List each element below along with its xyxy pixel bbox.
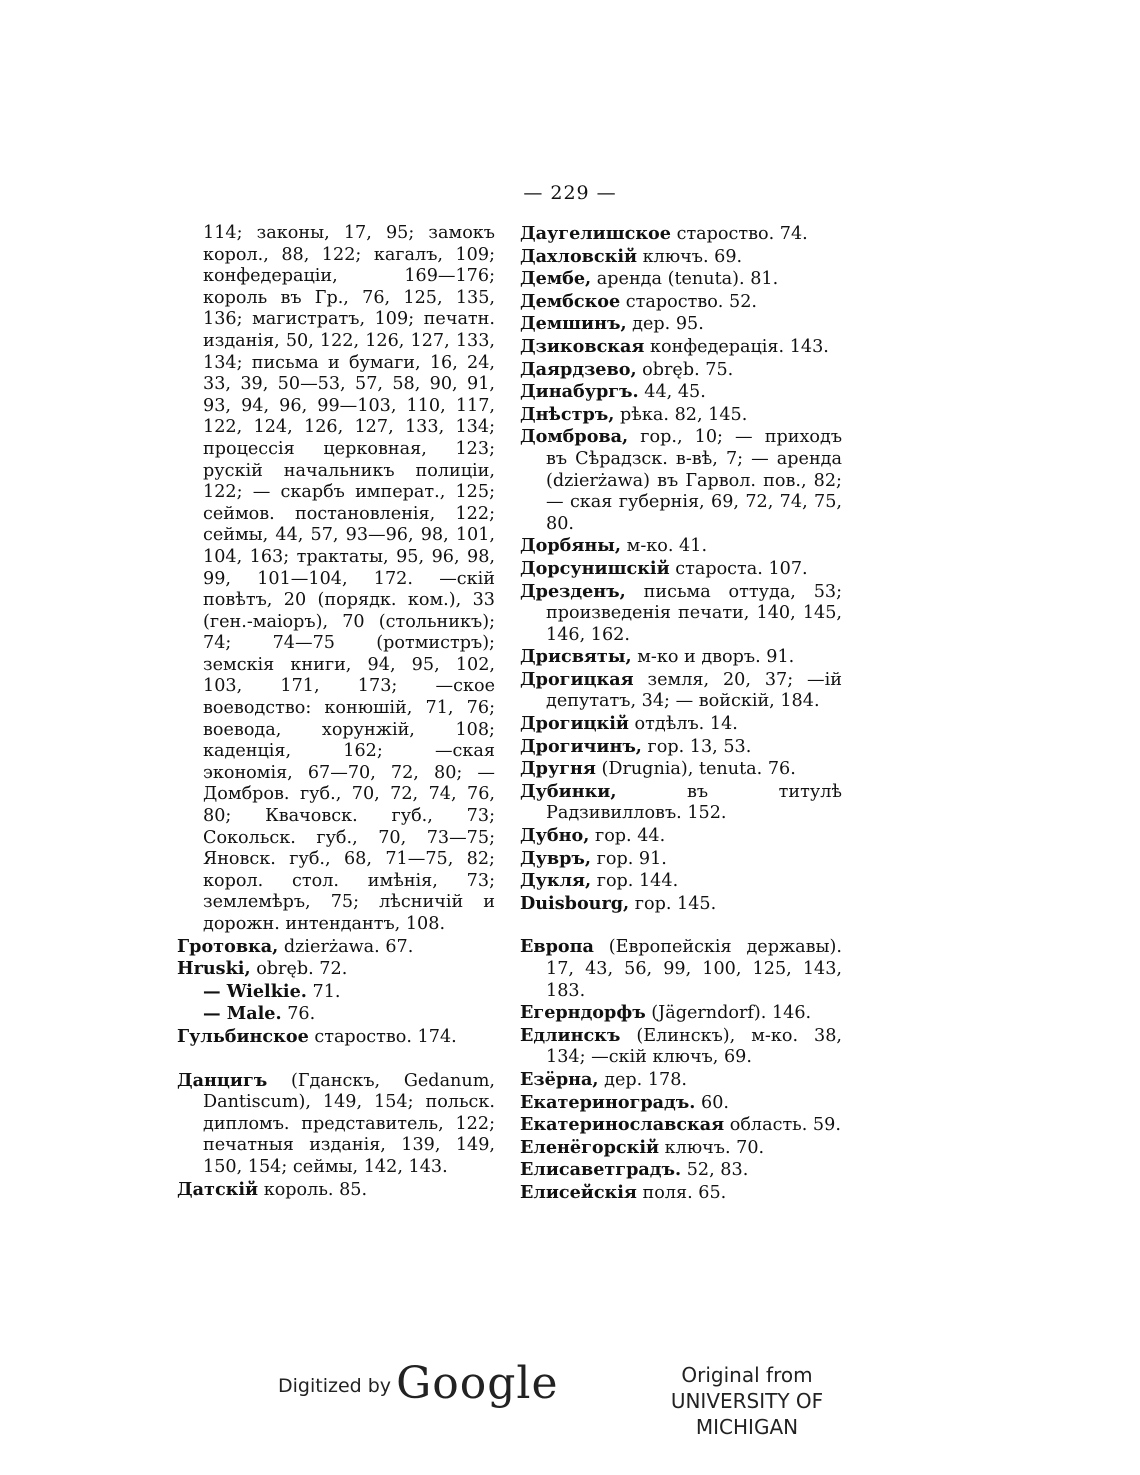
index-entry-text: гор. 145. bbox=[634, 893, 717, 914]
index-entry-heading: Дукля, bbox=[520, 870, 592, 892]
index-entry-heading: Гротовка, bbox=[177, 935, 279, 957]
index-entry bbox=[520, 936, 842, 1002]
index-entry-heading: Днѣстръ, bbox=[520, 403, 615, 425]
index-column-left bbox=[177, 223, 495, 1201]
index-entry-heading: Дембе, bbox=[520, 268, 592, 290]
index-entry bbox=[177, 958, 495, 981]
index-entry-heading: Екатеринославская bbox=[520, 1114, 725, 1136]
index-entry-heading: Дрогицкій bbox=[520, 713, 629, 735]
index-entry bbox=[520, 313, 842, 336]
index-entry bbox=[520, 1182, 842, 1205]
index-entry bbox=[520, 381, 842, 404]
index-entry-heading: Екатериноградъ. bbox=[520, 1091, 696, 1113]
index-entry-text: ключъ. 70. bbox=[664, 1137, 765, 1158]
index-entry bbox=[520, 713, 842, 736]
index-entry-text: отдѣлъ. 14. bbox=[634, 714, 738, 735]
index-entry-text: староство. 174. bbox=[314, 1026, 457, 1047]
index-entry bbox=[520, 1069, 842, 1092]
index-entry-heading: Дзиковская bbox=[520, 335, 645, 357]
original-from-label: Original from bbox=[681, 1363, 813, 1387]
section-gap bbox=[520, 915, 842, 936]
index-entry bbox=[520, 336, 842, 359]
index-entry-text: гор. 13, 53. bbox=[647, 736, 752, 757]
index-entry-text: земля, 20, 37; —ій депутатъ, 34; — войскій, 184. bbox=[546, 669, 842, 712]
index-entry-heading: Демшинъ, bbox=[520, 313, 627, 335]
index-entry-text: (Гданскъ, Gedanum, Dantiscum), 149, 154; польск. дипломъ. представитель, 122; печатныя изданія, 139, 149, 150, 154; сеймы, 142, 143. bbox=[203, 1070, 496, 1177]
index-entry bbox=[520, 870, 842, 893]
index-entry bbox=[520, 1025, 842, 1069]
index-entry-text: obręb. 72. bbox=[256, 959, 348, 980]
index-entry-heading: Дахловскій bbox=[520, 245, 638, 267]
index-entry-heading: Еленёгорскій bbox=[520, 1136, 660, 1158]
original-from-notice bbox=[630, 1362, 864, 1440]
index-entry-heading: Дрогичинъ, bbox=[520, 735, 642, 757]
index-entry-heading: Датскій bbox=[177, 1178, 259, 1200]
index-entry-heading: Дубно, bbox=[520, 825, 590, 847]
index-entry-text: м-ко. 41. bbox=[626, 536, 708, 557]
index-entry-text: король. 85. bbox=[263, 1179, 368, 1200]
index-entry-text: письма оттуда, 53; произведенія печати, 140, 145, 146, 162. bbox=[546, 581, 843, 645]
index-entry-heading: Другня bbox=[520, 758, 596, 780]
index-entry-text: 114; законы, 17, 95; замокъ корол., 88, 122; кагалъ, 109; конфедераціи, 169—176; король въ Гр., 76, 125, 135, 136; магистратъ, 109; печатн. изданія, 50, 122, 126, 127, 133, 134; письма и бумаги, 16, 24, 33, 39, 50—53, 57, 58, 90, 91, 93, 94, 96, 99—103, 110, 117, 122, 124, 126, 127, 133, 134; процессія церковная, 123; рускій начальникъ полиціи, 122; — скарбъ императ., 125; сеймов. постановленія, 122; сеймы, 44, 57, 93—96, 98, 101, 104, 163; трактаты, 95, 96, 98, 99, 101—104, 172. —скій повѣтъ, 20 (порядк. ком.), 33 (ген.-маіоръ), 70 (стольникъ); 74; 74—75 (ротмистръ); земскія книги, 94, 95, 102, 103, 171, 173; —ское воеводство: конюшій, 71, 76; воевода, хорунжій, 108; каденція, 162; —ская экономія, 67—70, 72, 80; —Домбров. губ., 70, 72, 74, 76, 80; Квачовск. губ., 73; Сокольск. губ., 70, 73—75; Яновск. губ., 68, 71—75, 82; корол. стол. имѣнія, 73; землемѣръ, 75; лѣсничій и дорожн. интендантъ, 108. bbox=[203, 223, 495, 934]
index-entry bbox=[520, 1137, 842, 1160]
google-logo-text: Google bbox=[396, 1358, 559, 1409]
index-entry bbox=[177, 1179, 495, 1202]
index-entry-text: конфедерація. 143. bbox=[650, 336, 829, 357]
index-entry-text: 52, 83. bbox=[686, 1160, 749, 1181]
index-entry bbox=[520, 404, 842, 427]
index-entry-text: (Европейскія державы). 17, 43, 56, 99, 100, 125, 143, 183. bbox=[546, 937, 842, 1001]
index-entry bbox=[177, 223, 495, 936]
index-entry-heading: Дубинки, bbox=[520, 780, 617, 802]
index-entry-heading: Дрезденъ, bbox=[520, 580, 626, 602]
index-entry bbox=[520, 558, 842, 581]
index-entry bbox=[520, 781, 842, 825]
index-entry-text: область. 59. bbox=[729, 1115, 841, 1136]
index-entry-heading: Дорбяны, bbox=[520, 535, 622, 557]
index-entry bbox=[520, 1092, 842, 1115]
index-entry-heading: Дрогицкая bbox=[520, 668, 634, 690]
index-entry-text: гор. 144. bbox=[596, 871, 679, 892]
index-entry bbox=[520, 1114, 842, 1137]
page-number: — 229 — bbox=[523, 182, 617, 204]
index-entry bbox=[520, 535, 842, 558]
index-entry-heading: Даугелишское bbox=[520, 223, 671, 244]
index-entry bbox=[520, 1002, 842, 1025]
index-entry-text: дер. 95. bbox=[632, 314, 704, 335]
index-entry-heading: Егерндорфъ bbox=[520, 1002, 646, 1024]
index-entry bbox=[177, 936, 495, 959]
index-entry-text: староство. 52. bbox=[625, 291, 757, 312]
index-entry bbox=[177, 981, 495, 1004]
index-entry bbox=[520, 223, 842, 246]
index-entry bbox=[520, 848, 842, 871]
index-entry bbox=[520, 825, 842, 848]
index-entry bbox=[177, 1026, 495, 1049]
index-entry-heading: Данцигъ bbox=[177, 1069, 268, 1091]
index-entry-heading: Дувръ, bbox=[520, 847, 592, 869]
index-entry-text: въ титулѣ Радзивилловъ. 152. bbox=[546, 781, 842, 824]
index-entry-text: гор., 10; — приходъ въ Сѣрадзск. в-вѣ, 7; — аренда (dzierżawa) въ Гарвол. пов., 82; — ская губернія, 69, 72, 74, 75, 80. bbox=[546, 427, 843, 534]
index-entry bbox=[520, 268, 842, 291]
index-entry-heading: Динабургъ. bbox=[520, 381, 639, 403]
index-entry bbox=[520, 758, 842, 781]
index-column-right bbox=[520, 223, 842, 1205]
index-entry-text: (Drugnia), tenuta. 76. bbox=[601, 759, 796, 780]
index-entry-text: obręb. 75. bbox=[642, 359, 734, 380]
index-entry-text: (Елинскъ), м-ко. 38, 134; —скій ключъ, 69. bbox=[546, 1025, 843, 1068]
index-entry bbox=[520, 291, 842, 314]
index-entry-heading: — Wielkie. bbox=[203, 980, 307, 1002]
index-entry-text: м-ко и дворъ. 91. bbox=[637, 647, 795, 668]
index-entry-heading: Европа bbox=[520, 936, 594, 958]
index-entry-text: гор. 44. bbox=[594, 826, 666, 847]
index-entry-heading: Едлинскъ bbox=[520, 1024, 621, 1046]
digitized-by-google-watermark bbox=[278, 1358, 559, 1409]
index-entry-text: dzierżawa. 67. bbox=[283, 936, 414, 957]
index-entry-text: рѣка. 82, 145. bbox=[620, 404, 748, 425]
index-entry-text: 44, 45. bbox=[644, 382, 706, 403]
index-entry bbox=[177, 1003, 495, 1026]
index-entry-heading: — Male. bbox=[203, 1003, 282, 1025]
index-entry-heading: Duisbourg, bbox=[520, 892, 630, 914]
index-entry-text: дер. 178. bbox=[604, 1069, 688, 1090]
index-entry bbox=[520, 1159, 842, 1182]
index-entry-heading: Hruski, bbox=[177, 958, 251, 980]
index-entry-text: 60. bbox=[701, 1092, 729, 1113]
index-entry-text: староство. 74. bbox=[676, 224, 808, 244]
index-entry-text: поля. 65. bbox=[642, 1182, 727, 1203]
index-entry bbox=[177, 1070, 495, 1179]
index-entry bbox=[520, 426, 842, 535]
index-entry bbox=[520, 646, 842, 669]
index-entry bbox=[520, 736, 842, 759]
index-entry-heading: Гульбинское bbox=[177, 1025, 309, 1047]
index-entry bbox=[520, 246, 842, 269]
digitized-by-label: Digitized by bbox=[278, 1375, 392, 1397]
index-entry-text: гор. 91. bbox=[596, 848, 667, 869]
section-gap bbox=[177, 1049, 495, 1070]
index-entry-heading: Дорсунишскій bbox=[520, 557, 670, 579]
index-entry bbox=[520, 893, 842, 916]
index-entry-heading: Елисаветградъ. bbox=[520, 1159, 682, 1181]
index-entry-text: староста. 107. bbox=[675, 558, 808, 579]
index-entry-heading: Дрисвяты, bbox=[520, 646, 632, 668]
index-entry bbox=[520, 359, 842, 382]
index-entry-text: 76. bbox=[287, 1004, 316, 1025]
index-entry-heading: Елисейскія bbox=[520, 1181, 637, 1203]
index-entry-text: аренда (tenuta). 81. bbox=[596, 269, 779, 290]
index-entry bbox=[520, 669, 842, 713]
index-entry bbox=[520, 581, 842, 647]
index-entry-text: ключъ. 69. bbox=[642, 246, 743, 267]
index-entry-heading: Дембское bbox=[520, 290, 621, 312]
index-entry-heading: Даярдзево, bbox=[520, 358, 637, 380]
university-label: UNIVERSITY OF MICHIGAN bbox=[670, 1389, 824, 1439]
index-entry-heading: Езёрна, bbox=[520, 1068, 599, 1090]
index-entry-text: 71. bbox=[312, 981, 341, 1002]
index-entry-text: (Jägerndorf). 146. bbox=[651, 1003, 812, 1024]
index-entry-heading: Домброва, bbox=[520, 426, 629, 448]
